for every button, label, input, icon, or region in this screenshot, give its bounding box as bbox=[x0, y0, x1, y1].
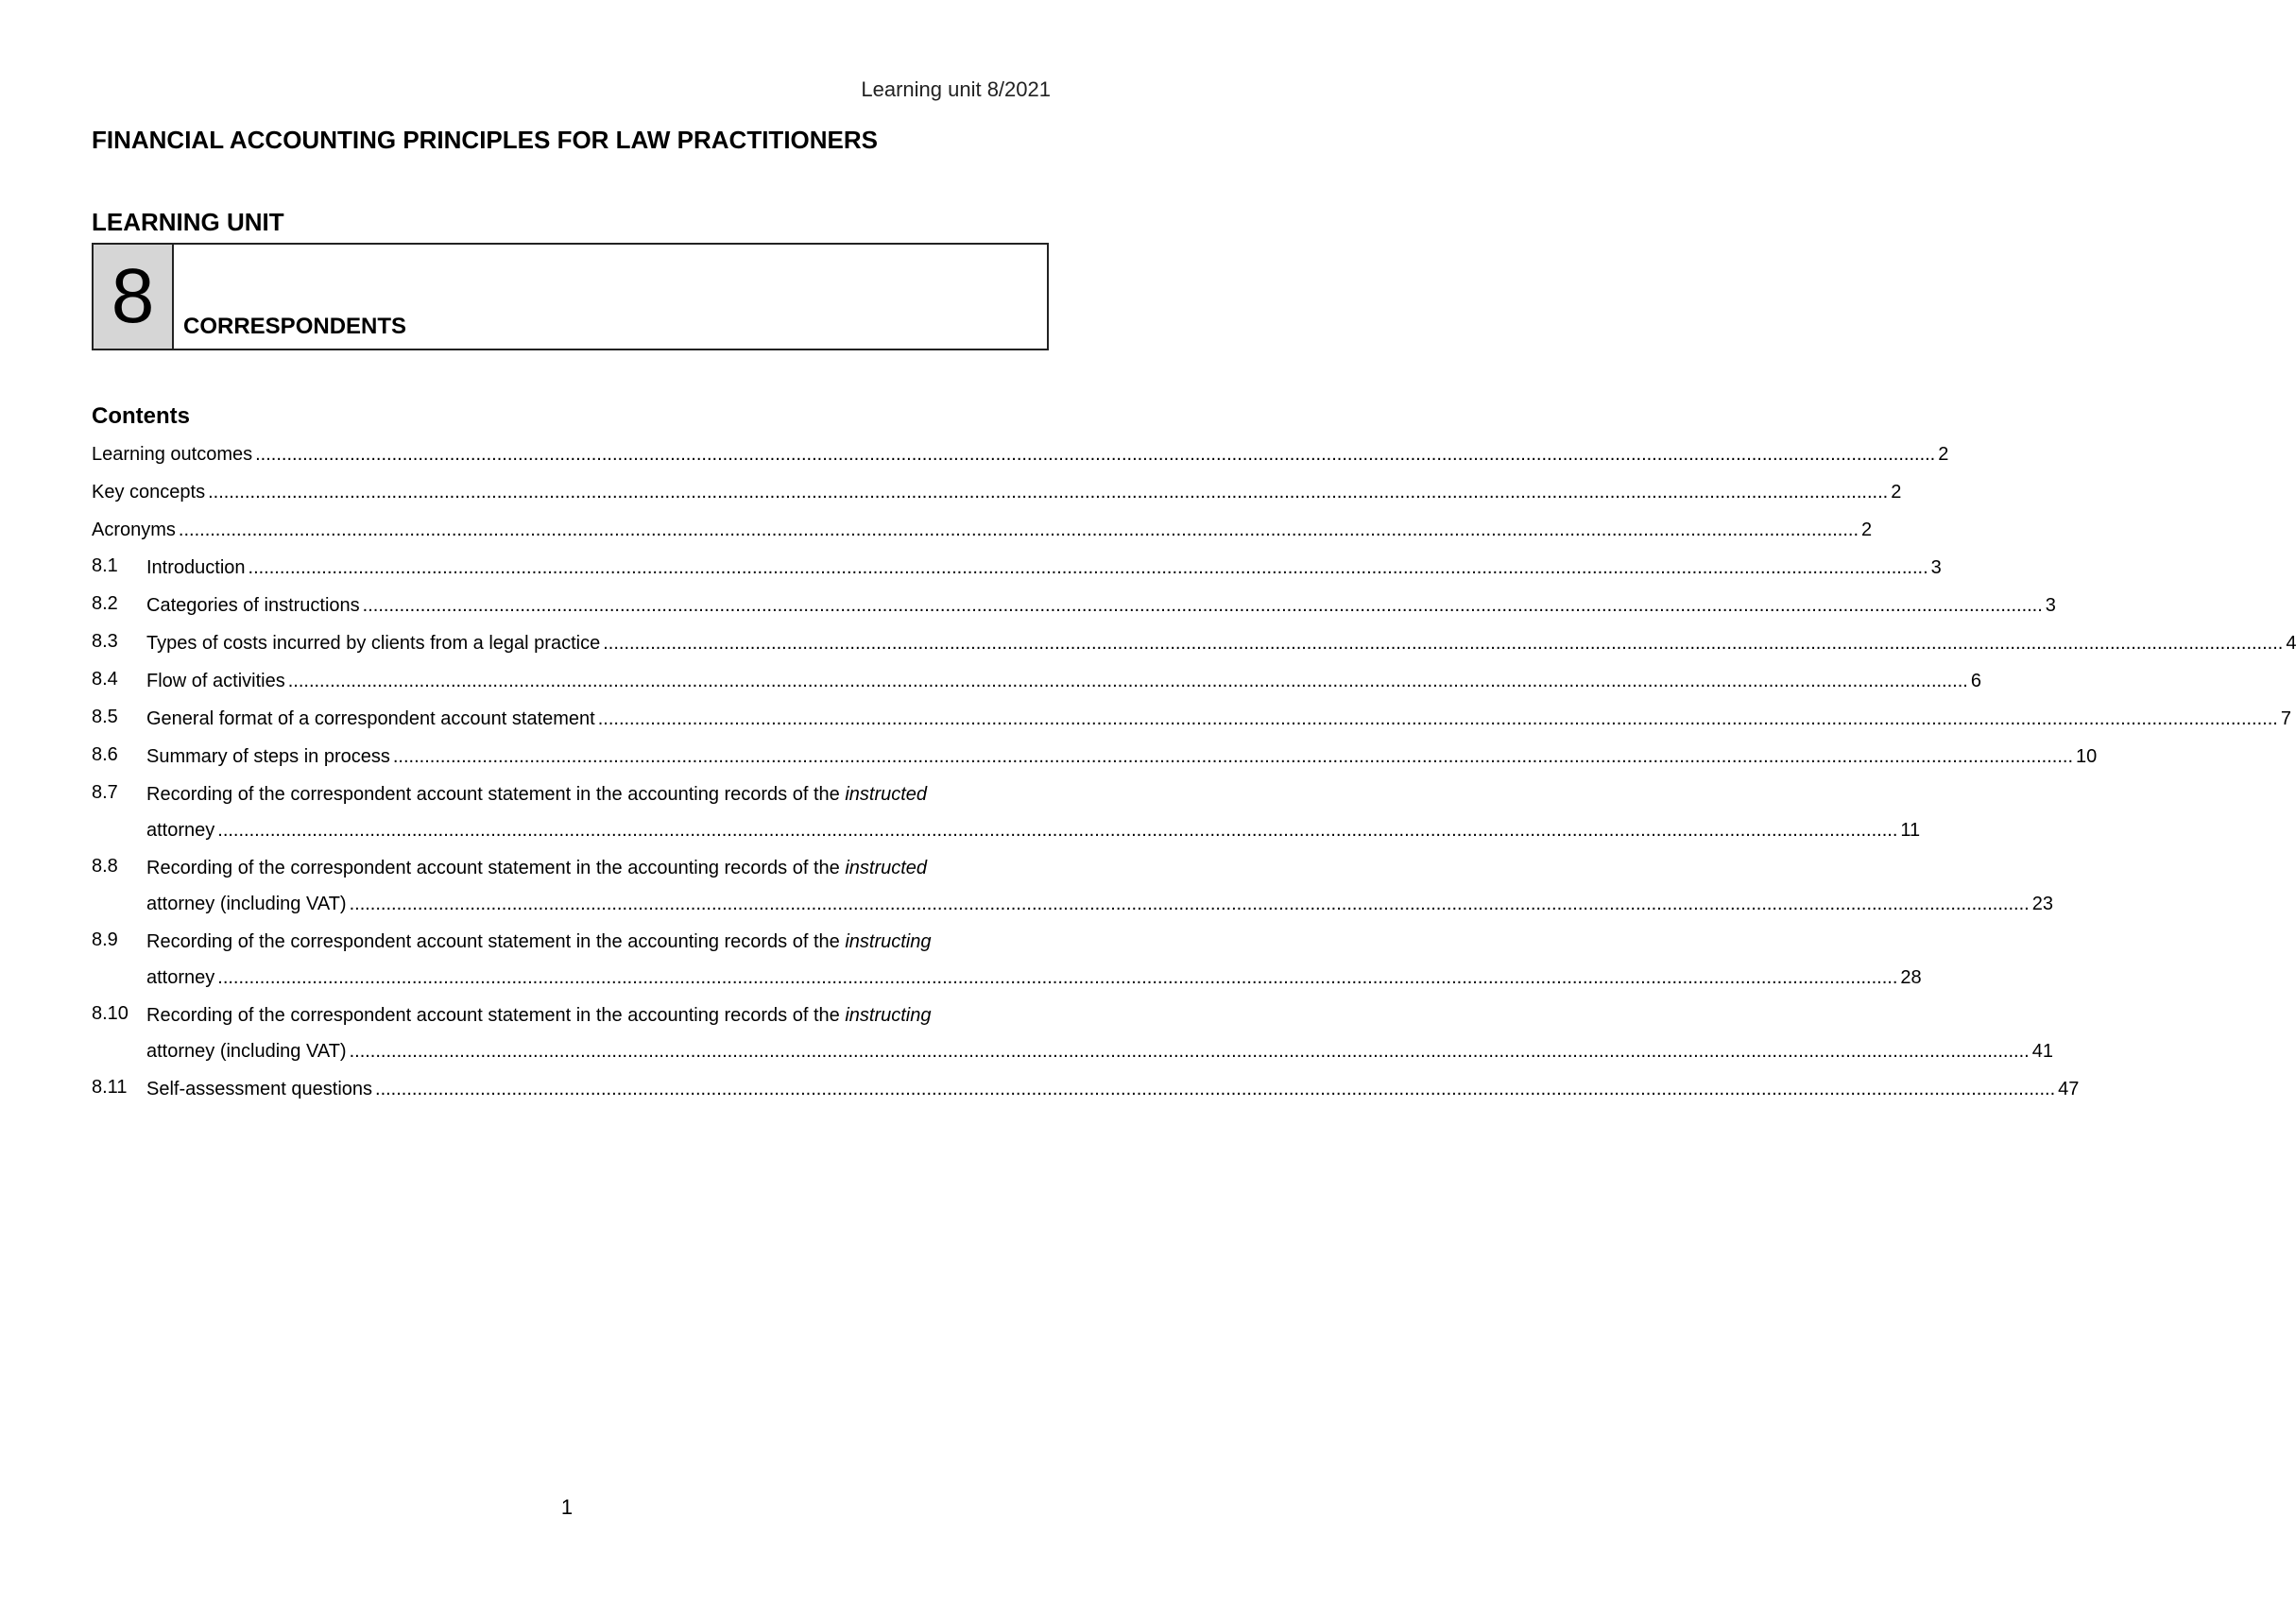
toc-entry-key-concepts[interactable] bbox=[92, 480, 1902, 518]
unit-title: CORRESPONDENTS bbox=[183, 314, 407, 339]
toc-leader-dots bbox=[603, 631, 2283, 656]
unit-number: 8 bbox=[94, 245, 174, 349]
toc-entry-text: Types of costs incurred by clients from a legal practice bbox=[146, 633, 601, 654]
toc-leader-dots bbox=[179, 518, 1859, 542]
course-title: FINANCIAL ACCOUNTING PRINCIPLES FOR LAW PRACTITIONERS bbox=[92, 126, 878, 154]
toc-page-number: 2 bbox=[1861, 520, 1873, 540]
toc-leader-dots bbox=[350, 892, 2030, 916]
toc-entry-text: General format of a correspondent account statement bbox=[146, 708, 595, 729]
toc-entry-text-line2: attorney (including VAT) bbox=[146, 1041, 347, 1062]
toc-leader-dots bbox=[350, 1039, 2030, 1064]
toc-page-number: 4 bbox=[2286, 633, 2296, 654]
toc-section-number: 8.6 bbox=[92, 744, 118, 765]
toc-entry-8-3[interactable] bbox=[92, 631, 2296, 669]
toc-entry-text: Introduction bbox=[146, 557, 246, 578]
toc-section-number: 8.11 bbox=[92, 1077, 128, 1098]
toc-section-number: 8.10 bbox=[92, 1003, 129, 1024]
table-of-contents bbox=[92, 442, 2296, 1115]
running-header: Learning unit 8/2021 bbox=[861, 77, 1051, 101]
toc-section-number: 8.1 bbox=[92, 555, 118, 576]
contents-heading: Contents bbox=[92, 403, 190, 429]
toc-entry-8-7[interactable] bbox=[92, 782, 1921, 856]
toc-entry-8-10[interactable] bbox=[92, 1003, 2053, 1077]
toc-entry-text-line2: attorney (including VAT) bbox=[146, 894, 347, 914]
toc-entry-text: Self-assessment questions bbox=[146, 1079, 373, 1099]
toc-entry-8-2[interactable] bbox=[92, 593, 2056, 631]
toc-page-number: 3 bbox=[1930, 557, 1942, 578]
toc-leader-dots bbox=[217, 818, 1897, 843]
toc-page-number: 28 bbox=[1900, 967, 1922, 988]
toc-entry-8-11[interactable] bbox=[92, 1077, 2080, 1115]
toc-page-number: 47 bbox=[2058, 1079, 2080, 1099]
toc-page-number: 41 bbox=[2031, 1041, 2053, 1062]
toc-entry-text: Categories of instructions bbox=[146, 595, 360, 616]
toc-leader-dots bbox=[393, 744, 2073, 769]
toc-entry-text-line1: Recording of the correspondent account statement in the accounting records of the instructed bbox=[146, 784, 928, 805]
toc-leader-dots bbox=[255, 442, 1935, 467]
toc-entry-acronyms[interactable] bbox=[92, 518, 1873, 555]
toc-entry-text: Summary of steps in process bbox=[146, 746, 390, 767]
toc-entry-text-line1: Recording of the correspondent account statement in the accounting records of the instructing bbox=[146, 931, 932, 952]
toc-leader-dots bbox=[288, 669, 1968, 693]
toc-section-number: 8.7 bbox=[92, 782, 118, 803]
toc-entry-8-6[interactable] bbox=[92, 744, 2098, 782]
toc-leader-dots bbox=[375, 1077, 2055, 1101]
toc-leader-dots bbox=[217, 965, 1897, 990]
toc-page-number: 2 bbox=[1938, 444, 1949, 465]
toc-entry-8-8[interactable] bbox=[92, 856, 2053, 929]
toc-entry-text-line2: attorney bbox=[146, 967, 215, 988]
toc-entry-learning-outcomes[interactable] bbox=[92, 442, 1949, 480]
toc-entry-text: Learning outcomes bbox=[92, 444, 253, 465]
learning-unit-label: LEARNING UNIT bbox=[92, 208, 284, 236]
toc-page-number: 3 bbox=[2045, 595, 2056, 616]
toc-section-number: 8.4 bbox=[92, 669, 118, 690]
toc-page-number: 7 bbox=[2280, 708, 2291, 729]
toc-section-number: 8.5 bbox=[92, 707, 118, 727]
toc-page-number: 23 bbox=[2031, 894, 2053, 914]
page-number: 1 bbox=[560, 1495, 574, 1519]
toc-entry-text-line2: attorney bbox=[146, 820, 215, 841]
toc-section-number: 8.8 bbox=[92, 856, 118, 877]
toc-entry-text-line1: Recording of the correspondent account statement in the accounting records of the instructing bbox=[146, 1005, 932, 1026]
toc-section-number: 8.9 bbox=[92, 929, 118, 950]
toc-leader-dots bbox=[208, 480, 1888, 504]
unit-title-cell bbox=[174, 245, 1047, 349]
toc-entry-8-1[interactable] bbox=[92, 555, 1942, 593]
toc-leader-dots bbox=[598, 707, 2278, 731]
toc-page-number: 6 bbox=[1970, 671, 1981, 691]
toc-entry-8-5[interactable] bbox=[92, 707, 2291, 744]
learning-unit-box bbox=[92, 243, 1049, 350]
toc-entry-8-9[interactable] bbox=[92, 929, 1922, 1003]
toc-entry-text: Flow of activities bbox=[146, 671, 285, 691]
toc-leader-dots bbox=[363, 593, 2043, 618]
toc-section-number: 8.2 bbox=[92, 593, 118, 614]
toc-entry-text-line1: Recording of the correspondent account statement in the accounting records of the instructed bbox=[146, 858, 928, 878]
toc-page-number: 2 bbox=[1891, 482, 1902, 503]
toc-leader-dots bbox=[248, 555, 1928, 580]
toc-entry-text: Key concepts bbox=[92, 482, 206, 503]
toc-page-number: 11 bbox=[1900, 820, 1921, 841]
toc-section-number: 8.3 bbox=[92, 631, 118, 652]
toc-entry-8-4[interactable] bbox=[92, 669, 1981, 707]
toc-page-number: 10 bbox=[2076, 746, 2098, 767]
toc-entry-text: Acronyms bbox=[92, 520, 176, 540]
